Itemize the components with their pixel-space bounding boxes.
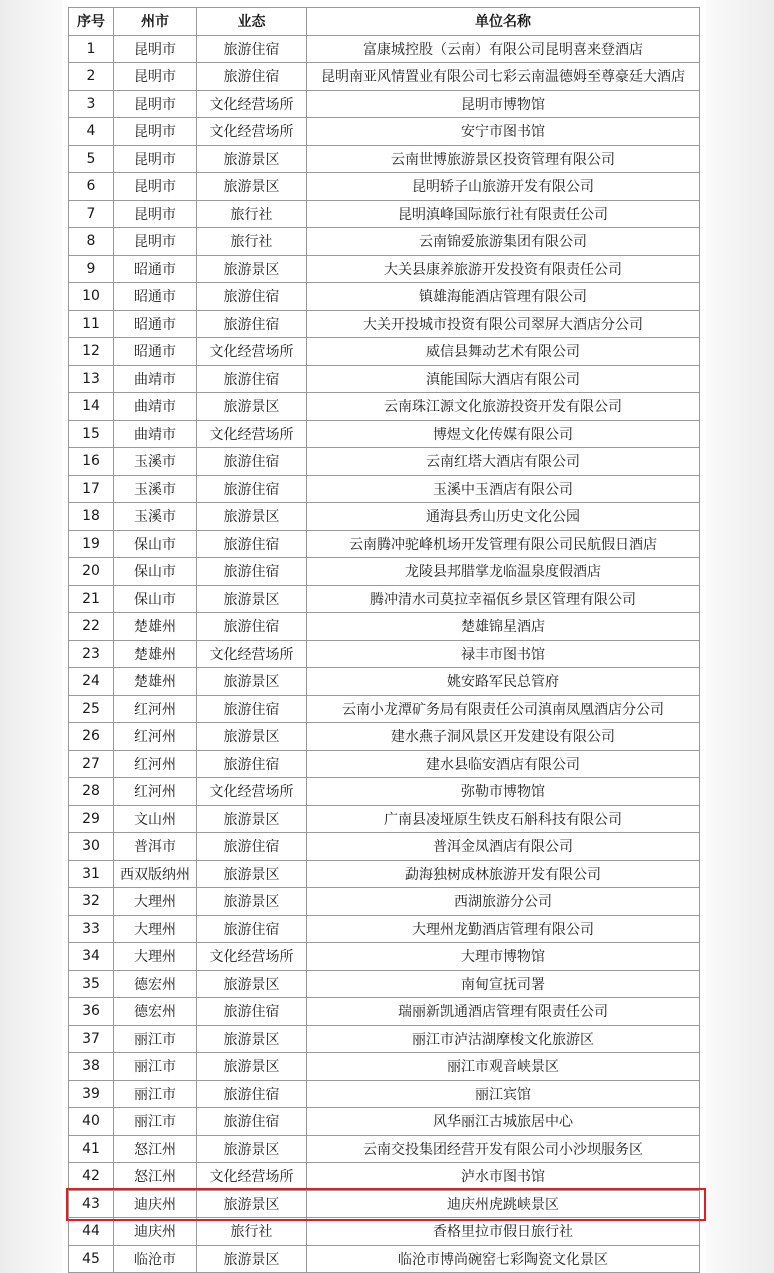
row-city: 大理州: [114, 915, 197, 943]
row-unit-name: 丽江市观音峡景区: [307, 1053, 700, 1081]
row-no: 31: [69, 860, 114, 888]
table-row: [69, 90, 700, 118]
table-row: [69, 558, 700, 586]
row-no: 4: [69, 118, 114, 146]
row-no: 27: [69, 750, 114, 778]
row-city: 楚雄州: [114, 640, 197, 668]
header-unit-name: 单位名称: [307, 8, 700, 36]
row-unit-name: 香格里拉市假日旅行社: [307, 1218, 700, 1246]
row-type: 旅游景区: [197, 255, 307, 283]
row-type: 旅游景区: [197, 145, 307, 173]
row-no: 5: [69, 145, 114, 173]
row-type: 旅游住宿: [197, 750, 307, 778]
row-type: 旅游景区: [197, 723, 307, 751]
row-city: 保山市: [114, 530, 197, 558]
row-city: 曲靖市: [114, 393, 197, 421]
header-city: 州市: [114, 8, 197, 36]
table-row: [69, 118, 700, 146]
row-city: 红河州: [114, 723, 197, 751]
row-city: 临沧市: [114, 1245, 197, 1273]
row-no: 24: [69, 668, 114, 696]
table-row: [69, 35, 700, 63]
table-row: [69, 860, 700, 888]
table-row: [69, 805, 700, 833]
table-row: [69, 173, 700, 201]
row-no: 16: [69, 448, 114, 476]
row-unit-name: 弥勒市博物馆: [307, 778, 700, 806]
table-row: [69, 695, 700, 723]
row-unit-name: 云南世博旅游景区投资管理有限公司: [307, 145, 700, 173]
row-type: 旅游景区: [197, 393, 307, 421]
row-city: 红河州: [114, 695, 197, 723]
table-row: [69, 255, 700, 283]
row-unit-name: 昆明南亚风情置业有限公司七彩云南温德姆至尊豪廷大酒店: [307, 63, 700, 91]
table-row: [69, 723, 700, 751]
row-city: 德宏州: [114, 998, 197, 1026]
row-type: 旅游景区: [197, 1245, 307, 1273]
row-type: 旅游景区: [197, 860, 307, 888]
table-row: [69, 475, 700, 503]
table-row: [69, 640, 700, 668]
row-type: 旅游景区: [197, 1135, 307, 1163]
table-row: [69, 943, 700, 971]
row-no: 25: [69, 695, 114, 723]
row-type: 旅游住宿: [197, 695, 307, 723]
row-city: 昆明市: [114, 63, 197, 91]
row-unit-name: 楚雄锦星酒店: [307, 613, 700, 641]
row-city: 曲靖市: [114, 420, 197, 448]
table-header-row: [69, 8, 700, 36]
row-unit-name: 大理市博物馆: [307, 943, 700, 971]
row-city: 昆明市: [114, 228, 197, 256]
row-city: 红河州: [114, 778, 197, 806]
table-row: [69, 1135, 700, 1163]
row-city: 迪庆州: [114, 1218, 197, 1246]
table-row: [69, 1163, 700, 1191]
row-type: 旅游景区: [197, 585, 307, 613]
table-row: [69, 668, 700, 696]
row-type: 旅游景区: [197, 1025, 307, 1053]
right-page-margin: [706, 0, 774, 1273]
row-unit-name: 姚安路军民总管府: [307, 668, 700, 696]
row-type: 旅游住宿: [197, 915, 307, 943]
row-unit-name: 临沧市博尚碗窑七彩陶瓷文化景区: [307, 1245, 700, 1273]
table-row: [69, 448, 700, 476]
table-row: [69, 1025, 700, 1053]
row-no: 30: [69, 833, 114, 861]
row-city: 玉溪市: [114, 503, 197, 531]
table-row: [69, 63, 700, 91]
row-unit-name: 滇能国际大酒店有限公司: [307, 365, 700, 393]
row-no: 1: [69, 35, 114, 63]
row-city: 昆明市: [114, 200, 197, 228]
row-unit-name: 大关县康养旅游开发投资有限责任公司: [307, 255, 700, 283]
row-no: 28: [69, 778, 114, 806]
row-unit-name: 富康城控股（云南）有限公司昆明喜来登酒店: [307, 35, 700, 63]
row-city: 红河州: [114, 750, 197, 778]
row-city: 玉溪市: [114, 448, 197, 476]
row-unit-name: 泸水市图书馆: [307, 1163, 700, 1191]
row-type: 旅游住宿: [197, 448, 307, 476]
table-row: [69, 420, 700, 448]
table-row: [69, 833, 700, 861]
table-row: [69, 503, 700, 531]
row-type: 旅游住宿: [197, 365, 307, 393]
row-type: 文化经营场所: [197, 640, 307, 668]
row-no: 44: [69, 1218, 114, 1246]
row-city: 大理州: [114, 888, 197, 916]
row-unit-name: 云南红塔大酒店有限公司: [307, 448, 700, 476]
row-type: 旅游住宿: [197, 558, 307, 586]
row-unit-name: 丽江市泸沽湖摩梭文化旅游区: [307, 1025, 700, 1053]
row-type: 旅游住宿: [197, 310, 307, 338]
row-type: 旅游住宿: [197, 35, 307, 63]
row-city: 昭通市: [114, 283, 197, 311]
row-no: 9: [69, 255, 114, 283]
row-type: 旅游住宿: [197, 63, 307, 91]
row-no: 17: [69, 475, 114, 503]
row-type: 旅游景区: [197, 503, 307, 531]
row-unit-name: 腾冲清水司莫拉幸福佤乡景区管理有限公司: [307, 585, 700, 613]
row-city: 曲靖市: [114, 365, 197, 393]
table-row: [69, 365, 700, 393]
table-row: [69, 393, 700, 421]
table-row: [69, 338, 700, 366]
row-no: 39: [69, 1080, 114, 1108]
row-no: 41: [69, 1135, 114, 1163]
table-row: [69, 530, 700, 558]
row-no: 10: [69, 283, 114, 311]
table-row: [69, 970, 700, 998]
row-city: 保山市: [114, 585, 197, 613]
row-city: 昆明市: [114, 35, 197, 63]
row-city: 迪庆州: [114, 1190, 197, 1218]
row-unit-name: 云南交投集团经营开发有限公司小沙坝服务区: [307, 1135, 700, 1163]
row-city: 昭通市: [114, 255, 197, 283]
row-city: 楚雄州: [114, 668, 197, 696]
row-unit-name: 威信县舞动艺术有限公司: [307, 338, 700, 366]
row-type: 旅游景区: [197, 888, 307, 916]
row-city: 丽江市: [114, 1025, 197, 1053]
row-unit-name: 昆明轿子山旅游开发有限公司: [307, 173, 700, 201]
row-unit-name: 大关开投城市投资有限公司翠屏大酒店分公司: [307, 310, 700, 338]
table-row: [69, 1080, 700, 1108]
row-no: 35: [69, 970, 114, 998]
row-city: 昆明市: [114, 145, 197, 173]
row-type: 文化经营场所: [197, 118, 307, 146]
row-unit-name: 云南锦爱旅游集团有限公司: [307, 228, 700, 256]
row-city: 西双版纳州: [114, 860, 197, 888]
row-no: 14: [69, 393, 114, 421]
row-type: 旅行社: [197, 1218, 307, 1246]
row-unit-name: 博煜文化传媒有限公司: [307, 420, 700, 448]
table-row: [69, 1245, 700, 1273]
row-type: 文化经营场所: [197, 943, 307, 971]
row-city: 德宏州: [114, 970, 197, 998]
row-no: 2: [69, 63, 114, 91]
header-type: 业态: [197, 8, 307, 36]
row-city: 大理州: [114, 943, 197, 971]
row-no: 36: [69, 998, 114, 1026]
row-city: 怒江州: [114, 1163, 197, 1191]
row-unit-name: 云南腾冲驼峰机场开发管理有限公司民航假日酒店: [307, 530, 700, 558]
row-no: 26: [69, 723, 114, 751]
row-unit-name: 勐海独树成林旅游开发有限公司: [307, 860, 700, 888]
row-no: 8: [69, 228, 114, 256]
row-type: 旅游住宿: [197, 475, 307, 503]
row-no: 19: [69, 530, 114, 558]
row-no: 12: [69, 338, 114, 366]
row-type: 文化经营场所: [197, 90, 307, 118]
row-no: 33: [69, 915, 114, 943]
table-row: [69, 310, 700, 338]
row-unit-name: 迪庆州虎跳峡景区: [307, 1190, 700, 1218]
row-no: 3: [69, 90, 114, 118]
row-type: 旅游住宿: [197, 833, 307, 861]
row-unit-name: 禄丰市图书馆: [307, 640, 700, 668]
row-unit-name: 丽江宾馆: [307, 1080, 700, 1108]
unit-list-table: [68, 7, 700, 1273]
row-type: 文化经营场所: [197, 778, 307, 806]
row-unit-name: 安宁市图书馆: [307, 118, 700, 146]
row-city: 昭通市: [114, 310, 197, 338]
row-city: 怒江州: [114, 1135, 197, 1163]
table-row: [69, 283, 700, 311]
row-type: 旅游住宿: [197, 998, 307, 1026]
row-no: 13: [69, 365, 114, 393]
row-no: 37: [69, 1025, 114, 1053]
row-city: 丽江市: [114, 1108, 197, 1136]
row-type: 旅游住宿: [197, 530, 307, 558]
row-city: 昭通市: [114, 338, 197, 366]
row-type: 旅游景区: [197, 668, 307, 696]
row-unit-name: 昆明市博物馆: [307, 90, 700, 118]
row-city: 昆明市: [114, 173, 197, 201]
table-row: [69, 778, 700, 806]
row-type: 文化经营场所: [197, 420, 307, 448]
row-city: 昆明市: [114, 90, 197, 118]
row-unit-name: 云南珠江源文化旅游投资开发有限公司: [307, 393, 700, 421]
left-page-margin: [0, 0, 62, 1273]
row-no: 7: [69, 200, 114, 228]
row-unit-name: 建水县临安酒店有限公司: [307, 750, 700, 778]
row-unit-name: 建水燕子洞风景区开发建设有限公司: [307, 723, 700, 751]
row-type: 旅游景区: [197, 970, 307, 998]
table-row: [69, 585, 700, 613]
row-no: 42: [69, 1163, 114, 1191]
row-no: 22: [69, 613, 114, 641]
table-row: [69, 915, 700, 943]
table-row: [69, 1108, 700, 1136]
row-city: 保山市: [114, 558, 197, 586]
row-no: 21: [69, 585, 114, 613]
table-row: [69, 613, 700, 641]
row-unit-name: 通海县秀山历史文化公园: [307, 503, 700, 531]
table-row: [69, 888, 700, 916]
row-no: 45: [69, 1245, 114, 1273]
header-no: 序号: [69, 8, 114, 36]
row-city: 普洱市: [114, 833, 197, 861]
row-type: 旅游住宿: [197, 613, 307, 641]
table-row: [69, 200, 700, 228]
row-unit-name: 玉溪中玉酒店有限公司: [307, 475, 700, 503]
table-row: [69, 228, 700, 256]
row-type: 旅游景区: [197, 1053, 307, 1081]
row-unit-name: 西湖旅游分公司: [307, 888, 700, 916]
row-no: 15: [69, 420, 114, 448]
row-unit-name: 昆明滇峰国际旅行社有限责任公司: [307, 200, 700, 228]
row-unit-name: 南甸宣抚司署: [307, 970, 700, 998]
row-type: 旅行社: [197, 200, 307, 228]
row-unit-name: 普洱金凤酒店有限公司: [307, 833, 700, 861]
row-type: 旅行社: [197, 228, 307, 256]
row-type: 旅游景区: [197, 805, 307, 833]
row-no: 6: [69, 173, 114, 201]
row-type: 旅游景区: [197, 1190, 307, 1218]
table-row: [69, 750, 700, 778]
row-city: 楚雄州: [114, 613, 197, 641]
row-type: 旅游住宿: [197, 1080, 307, 1108]
row-unit-name: 广南县凌垭原生铁皮石斛科技有限公司: [307, 805, 700, 833]
row-city: 昆明市: [114, 118, 197, 146]
row-type: 文化经营场所: [197, 1163, 307, 1191]
table-row: [69, 1190, 700, 1218]
row-no: 32: [69, 888, 114, 916]
row-unit-name: 镇雄海能酒店管理有限公司: [307, 283, 700, 311]
row-city: 文山州: [114, 805, 197, 833]
table-row: [69, 1053, 700, 1081]
row-type: 旅游住宿: [197, 283, 307, 311]
row-no: 43: [69, 1190, 114, 1218]
row-type: 文化经营场所: [197, 338, 307, 366]
row-no: 11: [69, 310, 114, 338]
table-row: [69, 1218, 700, 1246]
row-type: 旅游景区: [197, 173, 307, 201]
row-city: 丽江市: [114, 1053, 197, 1081]
row-no: 38: [69, 1053, 114, 1081]
row-city: 丽江市: [114, 1080, 197, 1108]
row-no: 18: [69, 503, 114, 531]
row-no: 40: [69, 1108, 114, 1136]
table-row: [69, 998, 700, 1026]
row-unit-name: 龙陵县邦腊掌龙临温泉度假酒店: [307, 558, 700, 586]
table-body: [69, 35, 700, 1273]
table-row: [69, 145, 700, 173]
row-no: 29: [69, 805, 114, 833]
row-no: 34: [69, 943, 114, 971]
row-unit-name: 风华丽江古城旅居中心: [307, 1108, 700, 1136]
row-type: 旅游住宿: [197, 1108, 307, 1136]
row-unit-name: 瑞丽新凯通酒店管理有限责任公司: [307, 998, 700, 1026]
row-no: 20: [69, 558, 114, 586]
row-city: 玉溪市: [114, 475, 197, 503]
row-no: 23: [69, 640, 114, 668]
row-unit-name: 云南小龙潭矿务局有限责任公司滇南凤凰酒店分公司: [307, 695, 700, 723]
row-unit-name: 大理州龙勤酒店管理有限公司: [307, 915, 700, 943]
